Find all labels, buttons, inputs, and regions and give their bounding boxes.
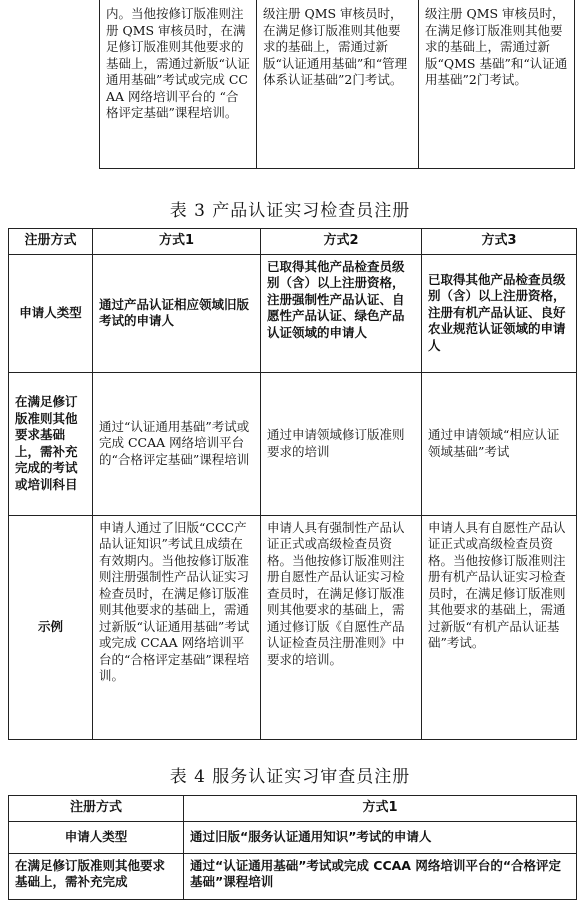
- table3-applicant-cell-1: 通过产品认证相应领域旧版考试的申请人: [93, 254, 261, 372]
- table4-header-1: 方式1: [184, 796, 577, 822]
- table3-example-cell-2: 申请人具有强制性产品认证正式或高级检查员资格。当他按修订版准则注册自愿性产品认证实习检查员时，在满足修订版准则其他要求的基础上，需通过修订版《自愿性产品认证检查员注册准则》中要求的培训。: [261, 515, 422, 739]
- continuation-cell-1: 内。当他按修订版准则注册 QMS 审核员时，在满足修订版准则其他要求的基础上，需通过新版“认证通用基础”考试或完成 CCAA 网络培训平台的 “合格评定基础”课程培训。: [100, 0, 257, 168]
- table4-applicant-cell: 通过旧版“服务认证通用知识”考试的申请人: [184, 821, 577, 853]
- table3-supplement-cell-1: 通过“认证通用基础”考试或完成 CCAA 网络培训平台的“合格评定基础”课程培训: [93, 372, 261, 515]
- table3-row-label-example: 示例: [9, 515, 93, 739]
- table4-supplement-cell: 通过“认证通用基础”考试或完成 CCAA 网络培训平台的“合格评定基础”课程培训: [184, 853, 577, 899]
- table3-supplement-cell-3: 通过申请领域“相应认证领域基础”考试: [422, 372, 577, 515]
- table3-example-cell-3: 申请人具有自愿性产品认证正式或高级检查员资格。当他按修订版准则注册有机产品认证实习检查员时，在满足修订版准则其他要求的基础上，需通过新版“有机产品认证基础”考试。: [422, 515, 577, 739]
- table3-supplement-cell-2: 通过申请领域修订版准则要求的培训: [261, 372, 422, 515]
- table3-row-label-supplement: 在满足修订版准则其他要求基础上，需补充完成的考试或培训科目: [9, 372, 93, 515]
- table3-header-3: 方式3: [422, 229, 577, 255]
- table3-row-label-applicant: 申请人类型: [9, 254, 93, 372]
- table4-row-label-supplement: 在满足修订版准则其他要求基础上，需补充完成: [9, 853, 184, 899]
- table3-example-cell-1: 申请人通过了旧版“CCC产品认证知识”考试且成绩在有效期内。当他按修订版准则注册强制性产品认证实习检查员时，在满足修订版准则其他要求的基础上，需通过新版“认证通用基础”考试或完成 CCAA 网络培训平台的“合格评定基础”课程培训。: [93, 515, 261, 739]
- table3-header-method: 注册方式: [9, 229, 93, 255]
- table3-header-1: 方式1: [93, 229, 261, 255]
- continuation-cell-3: 级注册 QMS 审核员时，在满足修订版准则其他要求的基础上，需通过新版“QMS 基础”和“认证通用基础”2门考试。: [419, 0, 575, 168]
- table3-applicant-cell-3: 已取得其他产品检查员级别（含）以上注册资格，注册有机产品认证、良好农业规范认证领域的申请人: [422, 254, 577, 372]
- continuation-cell-2: 级注册 QMS 审核员时，在满足修订版准则其他要求的基础上，需通过新版“认证通用基础”和“管理体系认证基础”2门考试。: [257, 0, 419, 168]
- table3-applicant-cell-2: 已取得其他产品检查员级别（含）以上注册资格，注册强制性产品认证、自愿性产品认证、绿色产品认证领域的申请人: [261, 254, 422, 372]
- table3-header-2: 方式2: [261, 229, 422, 255]
- table4-row-label-applicant: 申请人类型: [9, 821, 184, 853]
- table3-caption: 表 3 产品认证实习检查员注册: [169, 201, 411, 221]
- table4-service-certification: [8, 795, 577, 900]
- table4-header-method: 注册方式: [9, 796, 184, 822]
- table3-product-certification: [8, 228, 577, 740]
- table4-caption: 表 4 服务认证实习审查员注册: [169, 767, 411, 787]
- previous-table-continuation: [99, 0, 575, 169]
